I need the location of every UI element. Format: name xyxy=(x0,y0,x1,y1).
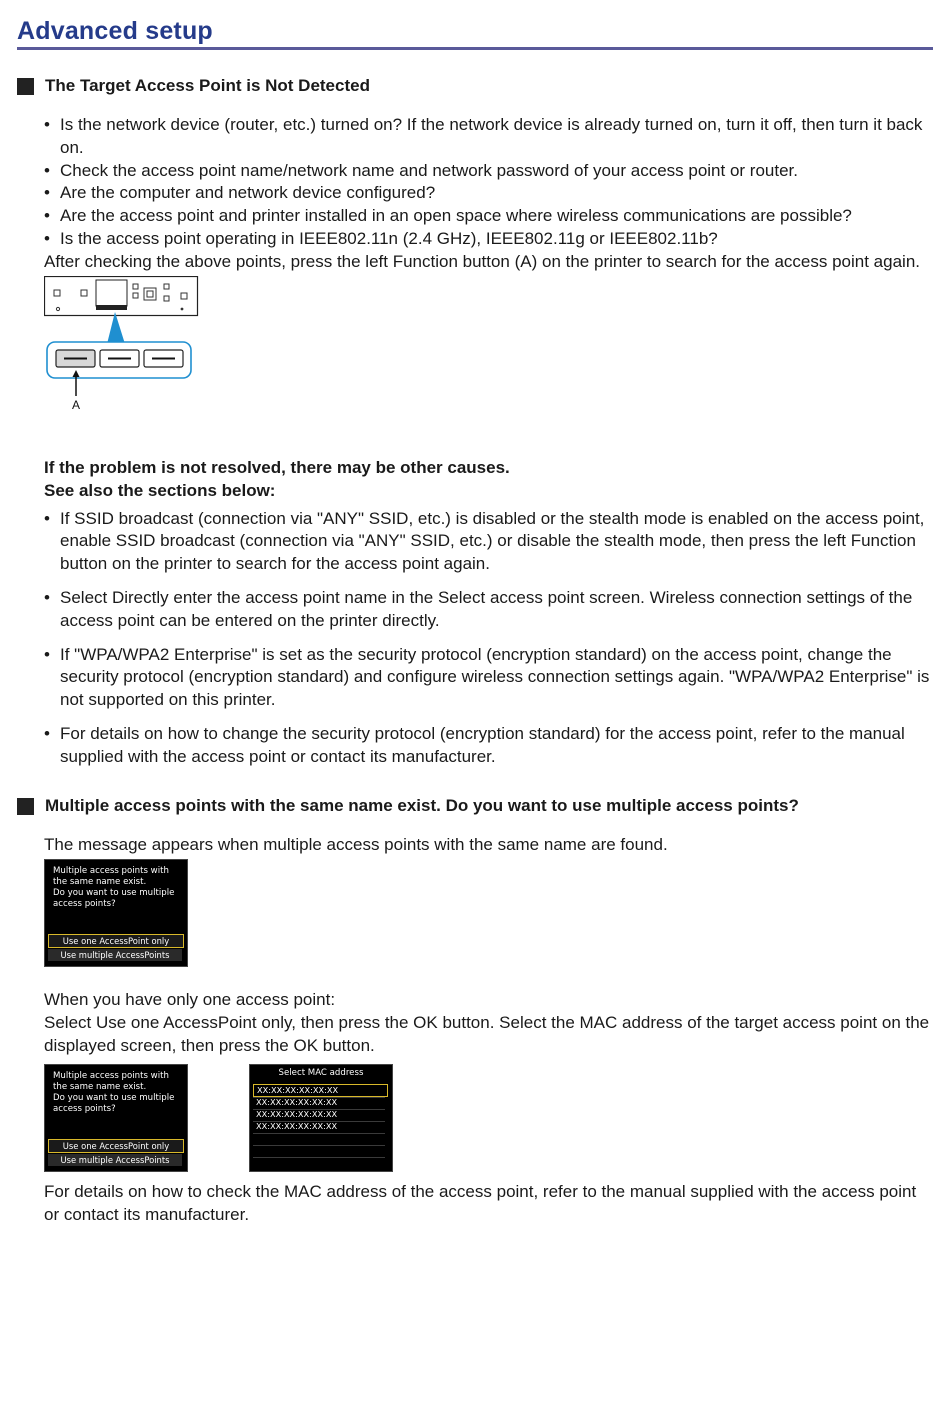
mac-entry: XX:XX:XX:XX:XX:XX xyxy=(253,1084,388,1097)
mac-entry: XX:XX:XX:XX:XX:XX xyxy=(256,1121,338,1131)
lcd-message: Multiple access points with the same name exist. Do you want to use multiple access points? xyxy=(53,1071,175,1114)
list-item: • If "WPA/WPA2 Enterprise" is set as the security protocol (encryption standard) on the access point, change the security protocol (encryption standard) and configure wireless connection settings again. "WPA/WPA2 Enterprise" is not supported on this printer. xyxy=(44,644,934,712)
lcd-option-one-ap: Use one AccessPoint only xyxy=(48,1139,184,1153)
check-list xyxy=(44,114,934,251)
square-bullet-icon xyxy=(17,78,34,95)
list-item: • Are the access point and printer installed in an open space where wireless communications are possible? xyxy=(44,205,934,228)
lcd-screen-multiple-ap xyxy=(44,859,188,967)
lcd-screen-select-mac xyxy=(249,1064,393,1172)
printer-panel-figure xyxy=(44,276,204,416)
problem-line-1: If the problem is not resolved, there may be other causes. xyxy=(44,458,510,477)
intro-block xyxy=(44,834,934,857)
details-text: For details on how to check the MAC address of the access point, refer to the manual supplied with the access point or contact its manufacturer. xyxy=(44,1182,917,1224)
problem-line-2: See also the sections below: xyxy=(44,480,276,500)
mac-entry: XX:XX:XX:XX:XX:XX xyxy=(256,1109,338,1119)
title-rule xyxy=(17,47,933,50)
mac-entry: XX:XX:XX:XX:XX:XX xyxy=(256,1097,338,1107)
lcd-option-multiple-ap: Use multiple AccessPoints xyxy=(48,949,182,961)
causes-list xyxy=(44,508,934,769)
intro-text: The message appears when multiple access points with the same name are found. xyxy=(44,835,668,854)
list-item: • Is the access point operating in IEEE802.11n (2.4 GHz), IEEE802.11g or IEEE802.11b? xyxy=(44,228,934,251)
panel-screen-base xyxy=(96,305,127,310)
lcd-option-one-ap: Use one AccessPoint only xyxy=(48,934,184,948)
problem-block xyxy=(44,457,934,780)
section-heading-not-detected xyxy=(17,76,370,96)
details-block xyxy=(44,1181,934,1227)
section-heading-text: The Target Access Point is Not Detected xyxy=(45,76,370,95)
one-ap-block xyxy=(44,989,934,1057)
lcd-screen-multiple-ap-2 xyxy=(44,1064,188,1172)
after-check-text: After checking the above points, press the left Function button (A) on the printer to search for the access point again. xyxy=(44,251,920,271)
lcd-message: Multiple access points with the same name exist. Do you want to use multiple access points? xyxy=(53,866,175,909)
section-heading-multiple-ap xyxy=(17,796,799,816)
mac-screen-title: Select MAC address xyxy=(278,1068,364,1078)
one-ap-line-1: When you have only one access point: xyxy=(44,990,336,1009)
callout-pointer xyxy=(107,312,125,344)
list-item: • Check the access point name/network name and network password of your access point or router. xyxy=(44,160,934,183)
checklist-block xyxy=(44,114,934,274)
list-item: • Is the network device (router, etc.) turned on? If the network device is already turned on, turn it off, then turn it back on. xyxy=(44,114,934,160)
page-title: Advanced setup xyxy=(17,17,213,45)
lcd-option-multiple-ap: Use multiple AccessPoints xyxy=(48,1154,182,1166)
section-heading-text: Multiple access points with the same name exist. Do you want to use multiple access points? xyxy=(45,796,799,815)
figure-label-a: A xyxy=(71,398,81,412)
list-item: • Select Directly enter the access point name in the Select access point screen. Wireless connection settings of the access point can be entered on the printer directly. xyxy=(44,587,934,633)
list-item: • For details on how to change the security protocol (encryption standard) for the access point, refer to the manual supplied with the access point or contact its manufacturer. xyxy=(44,723,934,769)
one-ap-line-2: Select Use one AccessPoint only, then press the OK button. Select the MAC address of the target access point on the displayed screen, then press the OK button. xyxy=(44,1012,930,1055)
list-item: • Are the computer and network device configured? xyxy=(44,182,934,205)
square-bullet-icon xyxy=(17,798,34,815)
panel-screen-icon xyxy=(96,280,127,306)
list-item: • If SSID broadcast (connection via "ANY" SSID, etc.) is disabled or the stealth mode is enabled on the access point, enable SSID broadcast (connection via "ANY" SSID, etc.) or disable the stealth mode, then press the left Function button on the printer to search for the access point again. xyxy=(44,508,934,576)
